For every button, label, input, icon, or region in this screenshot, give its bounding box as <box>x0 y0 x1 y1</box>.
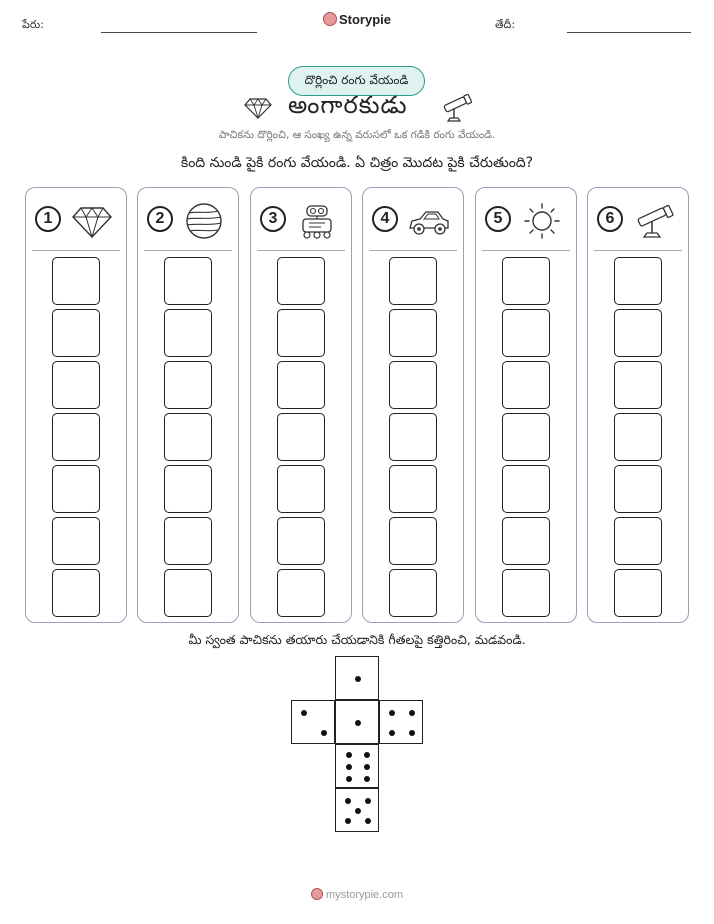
die-pip <box>409 730 415 736</box>
color-box[interactable] <box>614 413 662 461</box>
telescope-icon <box>440 93 472 123</box>
die-pip <box>364 776 370 782</box>
car-icon <box>407 202 451 240</box>
color-box[interactable] <box>502 517 550 565</box>
date-label: తేదీ: <box>495 18 516 31</box>
title-row <box>0 91 714 125</box>
die-pip <box>364 752 370 758</box>
color-box[interactable] <box>52 257 100 305</box>
color-box[interactable] <box>502 413 550 461</box>
die-face-6 <box>335 744 379 788</box>
column-divider <box>482 250 570 251</box>
column-divider <box>594 250 682 251</box>
die-pip <box>346 776 352 782</box>
color-box[interactable] <box>164 465 212 513</box>
planet-icon <box>182 202 226 240</box>
instruction: కింది నుండి పైకి రంగు వేయండి. ఏ చిత్రం మొదట పైకి చేరుతుంది? <box>180 155 534 171</box>
color-box[interactable] <box>277 465 325 513</box>
color-box[interactable] <box>502 465 550 513</box>
die-pip <box>389 710 395 716</box>
die-pip <box>345 818 351 824</box>
footer <box>0 888 714 901</box>
column-divider <box>369 250 457 251</box>
column-divider <box>144 250 232 251</box>
color-box[interactable] <box>389 465 437 513</box>
column-5 <box>475 187 577 623</box>
die-pip <box>389 730 395 736</box>
die-face-1 <box>335 656 379 700</box>
die-pip <box>321 730 327 736</box>
bear-logo-icon <box>311 888 323 900</box>
color-box[interactable] <box>52 413 100 461</box>
color-box[interactable] <box>164 569 212 617</box>
color-box[interactable] <box>502 569 550 617</box>
brand-name: Storypie <box>338 12 391 27</box>
die-pip <box>355 808 361 814</box>
subtitle: పాచికను దొర్లించి, ఆ సంఖ్య ఉన్న వరుసలో ఒక గడికి రంగు వేయండి. <box>218 129 496 141</box>
color-box[interactable] <box>277 569 325 617</box>
color-box[interactable] <box>164 309 212 357</box>
color-box[interactable] <box>502 257 550 305</box>
color-box[interactable] <box>614 257 662 305</box>
die-pip <box>365 798 371 804</box>
color-box[interactable] <box>52 517 100 565</box>
color-box[interactable] <box>389 517 437 565</box>
die-pip <box>345 798 351 804</box>
color-box[interactable] <box>164 361 212 409</box>
date-line[interactable] <box>567 32 691 33</box>
die-face-1 <box>335 700 379 744</box>
cut-instruction: మీ స్వంత పాచికను తయారు చేయడానికి గీతలపై కత్తిరించి, మడవండి. <box>188 632 526 647</box>
column-number: 6 <box>597 206 623 232</box>
die-pip <box>409 710 415 716</box>
column-divider <box>32 250 120 251</box>
sun-icon <box>520 202 564 240</box>
color-box[interactable] <box>164 517 212 565</box>
column-1 <box>25 187 127 623</box>
diamond-icon <box>70 202 114 240</box>
color-box[interactable] <box>614 361 662 409</box>
color-box[interactable] <box>277 517 325 565</box>
die-pip <box>355 676 361 682</box>
diamond-icon <box>244 97 272 119</box>
brand-logo <box>0 12 714 27</box>
die-pip <box>365 818 371 824</box>
color-box[interactable] <box>52 569 100 617</box>
die-face-5 <box>335 788 379 832</box>
page-title: అంగారకుడు <box>288 91 408 119</box>
color-box[interactable] <box>389 569 437 617</box>
color-box[interactable] <box>52 465 100 513</box>
color-box[interactable] <box>52 309 100 357</box>
color-box[interactable] <box>389 309 437 357</box>
color-box[interactable] <box>389 361 437 409</box>
column-2 <box>137 187 239 623</box>
name-label: పేరు: <box>22 18 44 31</box>
column-6 <box>587 187 689 623</box>
name-line[interactable] <box>101 32 257 33</box>
color-box[interactable] <box>277 361 325 409</box>
die-face-4 <box>379 700 423 744</box>
color-box[interactable] <box>614 569 662 617</box>
color-box[interactable] <box>52 361 100 409</box>
footer-url: mystorypie.com <box>325 889 404 901</box>
column-3 <box>250 187 352 623</box>
die-pip <box>346 752 352 758</box>
activity-pill: దొర్లించి రంగు వేయండి <box>288 66 425 96</box>
column-number: 4 <box>372 206 398 232</box>
die-pip <box>301 710 307 716</box>
color-box[interactable] <box>614 517 662 565</box>
color-box[interactable] <box>277 309 325 357</box>
color-box[interactable] <box>502 361 550 409</box>
column-divider <box>257 250 345 251</box>
die-pip <box>355 720 361 726</box>
column-number: 5 <box>485 206 511 232</box>
rover-icon <box>295 202 339 240</box>
color-box[interactable] <box>277 257 325 305</box>
color-box[interactable] <box>389 413 437 461</box>
telescope-icon <box>632 202 676 240</box>
color-box[interactable] <box>164 257 212 305</box>
die-pip <box>364 764 370 770</box>
column-number: 1 <box>35 206 61 232</box>
bear-logo-icon <box>323 12 337 26</box>
column-number: 2 <box>147 206 173 232</box>
die-face-2 <box>291 700 335 744</box>
column-4 <box>362 187 464 623</box>
color-box[interactable] <box>164 413 212 461</box>
color-box[interactable] <box>614 465 662 513</box>
column-number: 3 <box>260 206 286 232</box>
color-box[interactable] <box>614 309 662 357</box>
color-box[interactable] <box>277 413 325 461</box>
color-box[interactable] <box>389 257 437 305</box>
color-box[interactable] <box>502 309 550 357</box>
die-pip <box>346 764 352 770</box>
